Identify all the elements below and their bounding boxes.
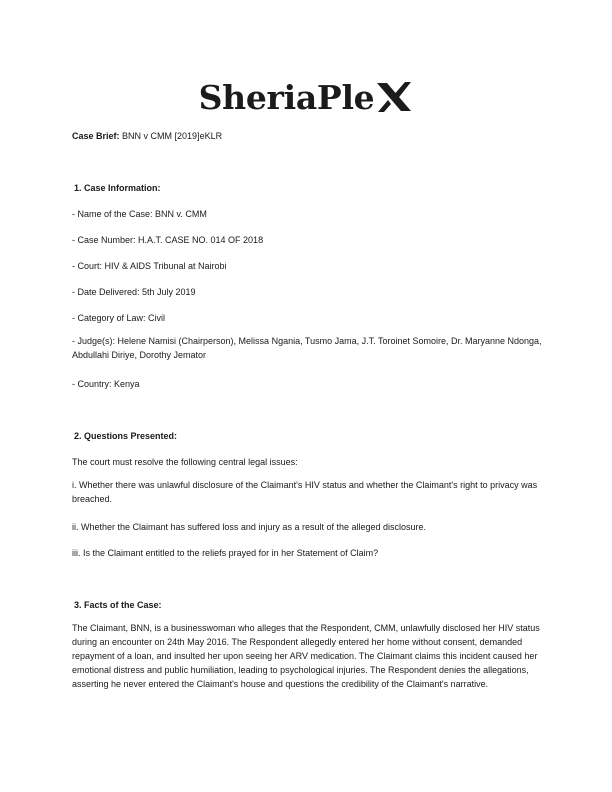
case-brief-label: Case Brief: <box>72 131 120 141</box>
question-item-3: iii. Is the Claimant entitled to the reliefs prayed for in her Statement of Claim? <box>72 548 379 558</box>
question-item-1: i. Whether there was unlawful disclosure of the Claimant's HIV status and whether the Claimant's right to privacy was breached. <box>72 480 538 504</box>
info-date-delivered: - Date Delivered: 5th July 2019 <box>72 287 196 297</box>
section-heading-case-information: 1. Case Information: <box>74 183 161 193</box>
info-case-number: - Case Number: H.A.T. CASE NO. 014 OF 2018 <box>72 235 264 245</box>
questions-intro: The court must resolve the following central legal issues: <box>72 457 298 467</box>
section-heading-questions-presented: 2. Questions Presented: <box>74 431 178 441</box>
sheriaplex-logo <box>0 76 612 120</box>
section-heading-facts: 3. Facts of the Case: <box>74 600 162 610</box>
logo-wordmark: SheriaPle <box>198 78 375 117</box>
question-item-2: ii. Whether the Claimant has suffered loss and injury as a result of the alleged disclosure. <box>72 522 427 532</box>
info-country: - Country: Kenya <box>72 379 140 389</box>
info-court: - Court: HIV & AIDS Tribunal at Nairobi <box>72 261 227 271</box>
info-case-name: - Name of the Case: BNN v. CMM <box>72 209 207 219</box>
info-judges: - Judge(s): Helene Namisi (Chairperson), Melissa Ngania, Tusmo Jama, J.T. Toroinet Somoire, Dr. Maryanne Ndonga, Abdullahi Diriye, Dorothy Jemator <box>72 336 542 360</box>
logo-x-mark-icon <box>375 81 413 113</box>
case-brief-value: BNN v CMM [2019]eKLR <box>122 131 223 141</box>
facts-body: The Claimant, BNN, is a businesswoman who alleges that the Respondent, CMM, unlawfully disclosed her HIV status during an encounter on 24th May 2016. The Respondent allegedly entered her home without consent, demanded repayment of a loan, and insulted her upon seeing her ARV medication. The Claimant claims this incident caused her emotional distress and public humiliation, leading to psychological injuries. The Respondent denies the allegations, asserting he never entered the Claimant's house and questions the credibility of the Claimant's narrative. <box>72 623 540 689</box>
case-brief-line <box>72 129 222 143</box>
info-category: - Category of Law: Civil <box>72 313 166 323</box>
